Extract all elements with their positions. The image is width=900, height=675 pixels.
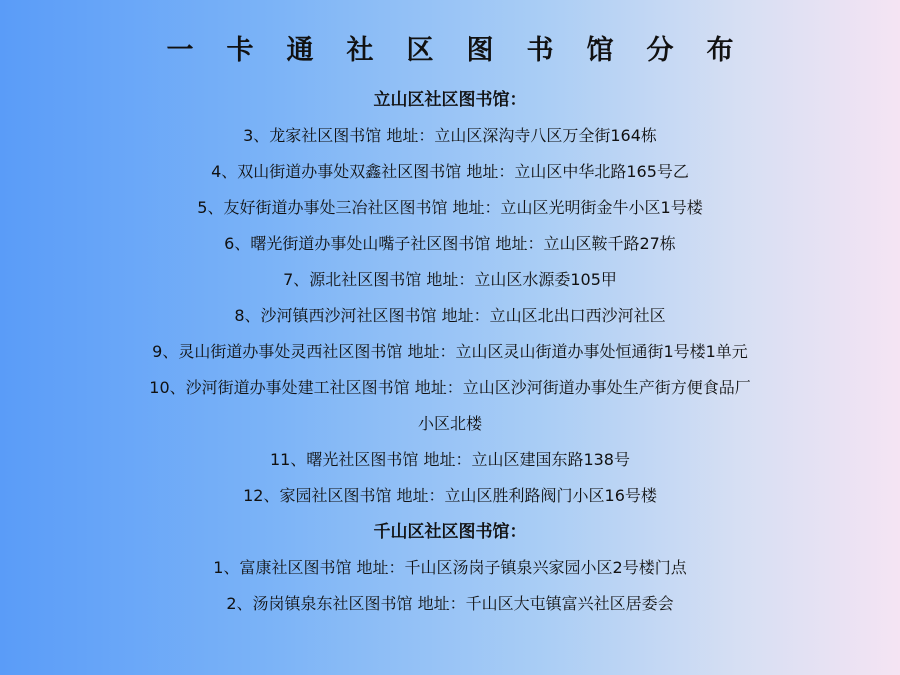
library-entry: 小区北楼: [417, 414, 482, 433]
library-entry: 2、汤岗镇泉东社区图书馆 地址：千山区大屯镇富兴社区居委会: [226, 594, 674, 613]
library-entry: 6、曙光街道办事处山嘴子社区图书馆 地址：立山区鞍千路27栋: [224, 234, 676, 253]
library-entry: 11、曙光社区图书馆 地址：立山区建国东路138号: [270, 450, 630, 469]
library-entry: 12、家园社区图书馆 地址：立山区胜利路阀门小区16号楼: [243, 486, 657, 505]
library-entry: 1、富康社区图书馆 地址：千山区汤岗子镇泉兴家园小区2号楼门点: [213, 558, 687, 577]
slide-title: 一卡通社区图书馆分布: [166, 35, 767, 66]
library-entry: 9、灵山街道办事处灵西社区图书馆 地址：立山区灵山街道办事处恒通街1号楼1单元: [152, 342, 748, 361]
library-entry: 5、友好街道办事处三冶社区图书馆 地址：立山区光明街金牛小区1号楼: [197, 198, 703, 217]
library-entry: 10、沙河街道办事处建工社区图书馆 地址：立山区沙河街道办事处生产街方便食品厂: [149, 378, 751, 397]
district-heading: 千山区社区图书馆：: [373, 522, 527, 542]
library-entry: 7、源北社区图书馆 地址：立山区水源委105甲: [283, 270, 617, 289]
library-entry: 3、龙家社区图书馆 地址：立山区深沟寺八区万全街164栋: [243, 126, 657, 145]
library-list: [40, 82, 860, 622]
library-entry: 8、沙河镇西沙河社区图书馆 地址：立山区北出口西沙河社区: [234, 306, 666, 325]
district-heading: 立山区社区图书馆：: [373, 90, 527, 110]
library-entry: 4、双山街道办事处双鑫社区图书馆 地址：立山区中华北路165号乙: [211, 162, 689, 181]
